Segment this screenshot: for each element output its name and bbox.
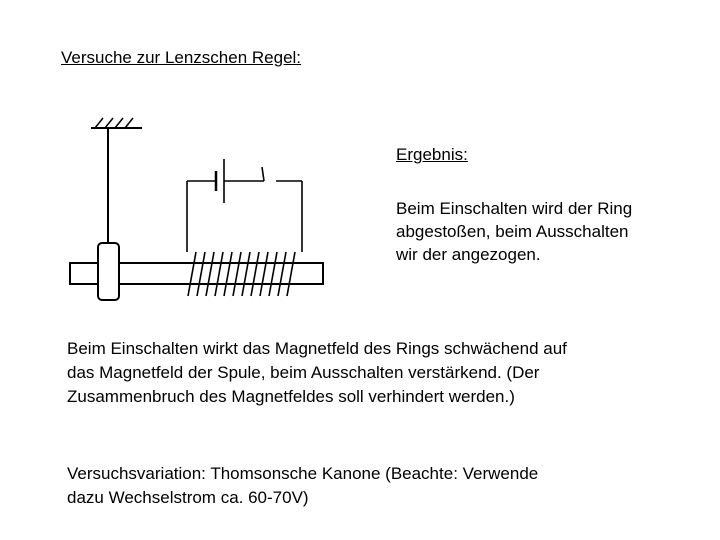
ceiling-hatching xyxy=(95,118,133,128)
explanation-line: Beim Einschalten wirkt das Magnetfeld des Rings schwächend auf xyxy=(67,339,567,358)
variation-line: dazu Wechselstrom ca. 60-70V) xyxy=(67,488,309,507)
explanation-text xyxy=(67,337,687,409)
variation-line: Versuchsvariation: Thomsonsche Kanone (Beachte: Verwende xyxy=(67,464,539,483)
switch-icon xyxy=(262,167,264,181)
result-line: abgestoßen, beim Ausschalten xyxy=(396,222,629,241)
explanation-line: Zusammenbruch des Magnetfeldes soll verhindert werden.) xyxy=(67,387,515,406)
explanation-line: das Magnetfeld der Spule, beim Ausschalten verstärkend. (Der xyxy=(67,363,540,382)
variation-text xyxy=(67,462,667,510)
metal-ring xyxy=(98,243,119,300)
result-line: Beim Einschalten wird der Ring xyxy=(396,199,633,218)
battery-icon xyxy=(216,159,224,203)
result-line: wir der angezogen. xyxy=(396,245,541,264)
circuit-wires xyxy=(187,181,302,252)
result-heading: Ergebnis: xyxy=(396,145,468,164)
page-title: Versuche zur Lenzschen Regel: xyxy=(61,48,302,67)
result-text xyxy=(396,197,696,266)
